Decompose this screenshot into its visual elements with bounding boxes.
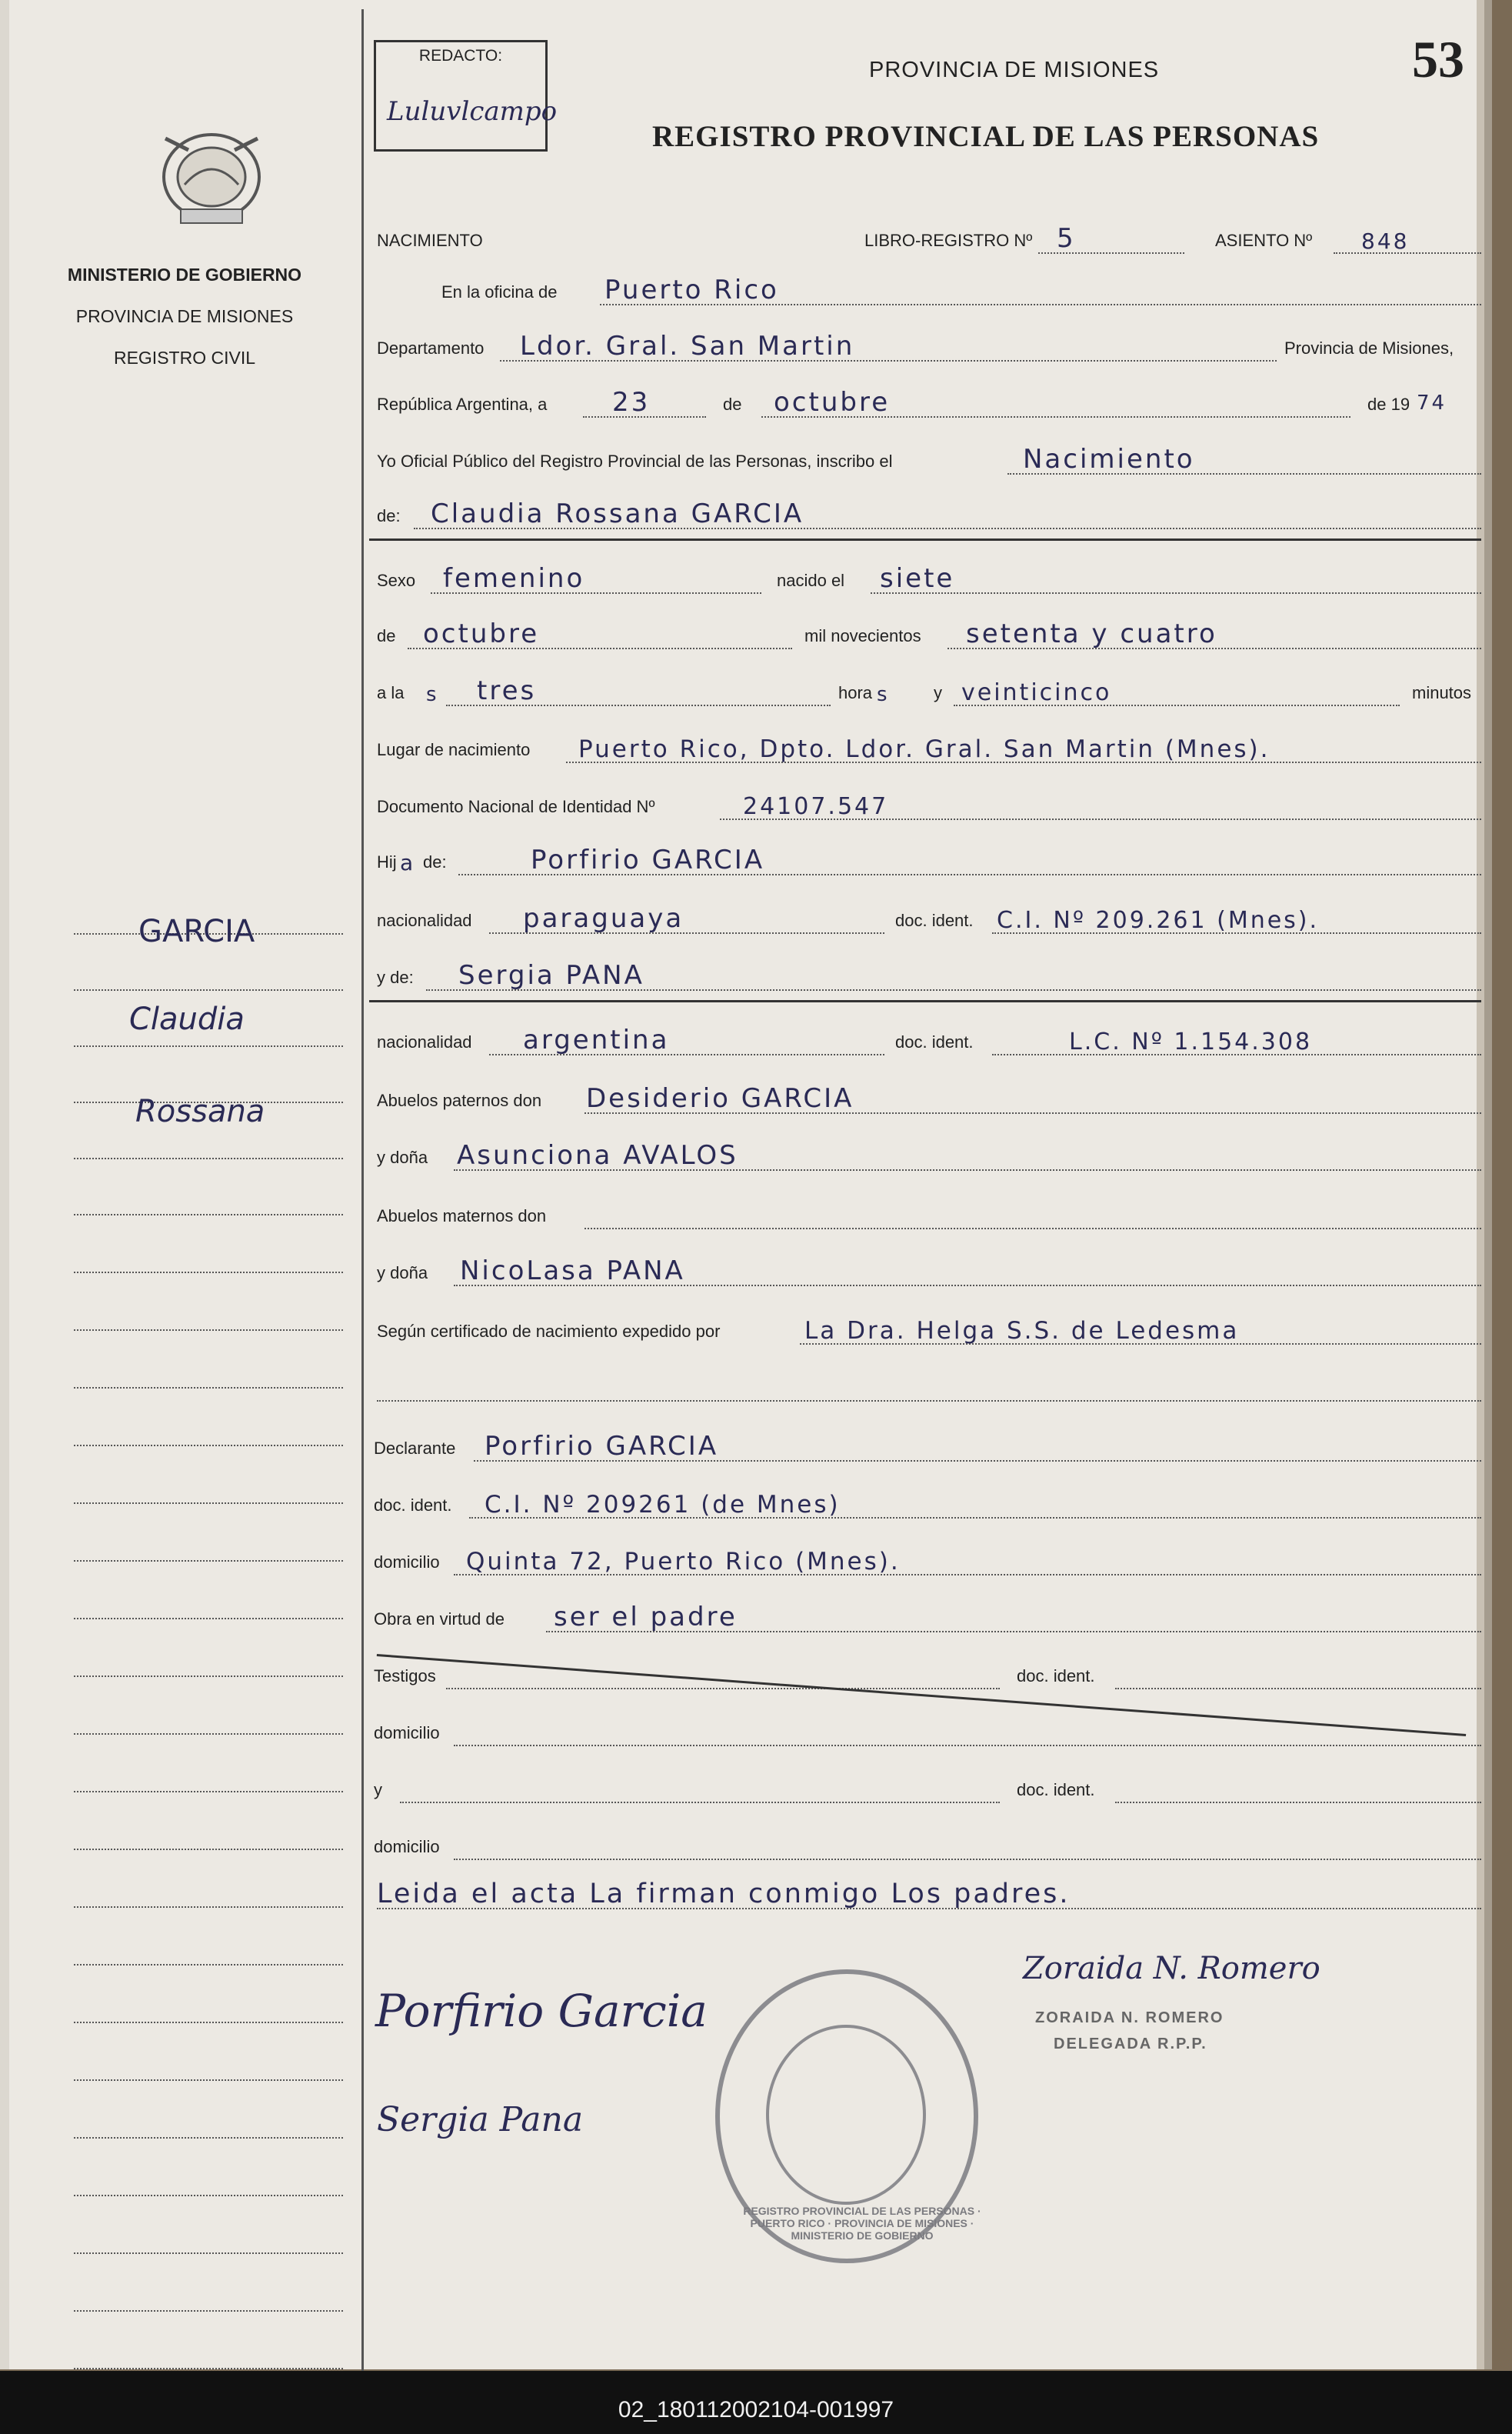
domicilio-value: Quinta 72, Puerto Rico (Mnes). (466, 1548, 901, 1575)
sexo-label: Sexo (377, 571, 416, 590)
leida-value: Leida el acta La firman conmigo Los padres. (377, 1879, 1071, 1909)
row-testigo-2 (374, 1763, 1484, 1809)
left-row (74, 1215, 343, 1273)
left-row (74, 1966, 343, 2023)
obra-label: Obra en virtud de (374, 1609, 505, 1629)
dia-value: 23 (612, 387, 651, 418)
ala-value: s (426, 683, 439, 706)
row-testigos-domicilio (374, 1706, 1484, 1752)
ministry-name: MINISTERIO DE GOBIERNO (67, 265, 302, 285)
oficial-typed-name: ZORAIDA N. ROMERO (1035, 2009, 1224, 2026)
dni-label: Documento Nacional de Identidad Nº (377, 797, 655, 816)
row-nombre (377, 489, 1484, 535)
hijo-suffix: a (400, 850, 416, 875)
left-blank-rows (74, 1215, 343, 2369)
stamp-text: REGISTRO PROVINCIAL DE LAS PERSONAS · PUERTO RICO · PROVINCIA DE MISIONES · MINISTERIO DE GOBIERNO (743, 2205, 981, 2242)
row-abuela-materna (377, 1246, 1484, 1292)
row-domicilio (374, 1535, 1484, 1582)
asiento-label: ASIENTO Nº (1215, 231, 1313, 250)
abuelo-mat-dots (584, 1228, 1481, 1229)
left-row (74, 1331, 343, 1389)
margin-first-name: Claudia (129, 1002, 245, 1037)
left-row (74, 2196, 343, 2254)
libro-value: 5 (1057, 223, 1076, 254)
row-doc-declarante (374, 1479, 1484, 1525)
nacimiento-label: NACIMIENTO (377, 231, 483, 250)
minutos-label: minutos (1412, 683, 1472, 702)
departamento-label: Departamento (377, 338, 485, 358)
hora-value: tres (477, 675, 537, 706)
minutos-value: veinticinco (961, 679, 1112, 706)
redacto-box (374, 40, 558, 152)
row-abuelo-paterno (377, 1074, 1484, 1120)
dona-mat-label: y doña (377, 1263, 428, 1282)
left-row (74, 1273, 343, 1331)
doc-t2-dots (1115, 1802, 1481, 1803)
left-row (74, 1735, 343, 1792)
stamp-inner-ring (766, 2025, 926, 2205)
nacionalidad-madre-label: nacionalidad (377, 1032, 472, 1052)
left-row (74, 1850, 343, 1908)
mes-value: octubre (774, 387, 891, 418)
oficial-value: Nacimiento (1023, 444, 1195, 475)
asiento-value: 848 (1361, 228, 1410, 254)
nac-madre-value: argentina (523, 1025, 670, 1055)
page-number: 53 (1412, 30, 1464, 88)
row-padre (377, 835, 1484, 882)
hijo-label: Hij (377, 852, 397, 872)
domicilio-t2-label: domicilio (374, 1837, 440, 1856)
column-divider (361, 9, 364, 2371)
row-nac-madre (377, 1015, 1484, 1062)
segun-value: La Dra. Helga S.S. de Ledesma (804, 1317, 1240, 1345)
signature-madre: Sergia Pana (377, 2100, 584, 2139)
ministry-province: PROVINCIA DE MISIONES (75, 306, 294, 326)
row-abuela-paterna (377, 1131, 1484, 1177)
left-row (74, 1159, 343, 1215)
nac-padre-value: paraguaya (523, 903, 684, 934)
mes2-value: octubre (423, 619, 540, 649)
row-madre (377, 951, 1484, 997)
left-row (74, 1677, 343, 1735)
official-stamp (715, 1969, 981, 2263)
oficina-value: Puerto Rico (604, 275, 779, 305)
nacido-value: siete (880, 563, 955, 594)
row-obra (374, 1592, 1484, 1639)
ministry-office: REGISTRO CIVIL (113, 348, 256, 368)
lugar-value: Puerto Rico, Dpto. Ldor. Gral. San Martin (Mnes). (578, 735, 1271, 763)
doc-ident-madre-label: doc. ident. (895, 1032, 974, 1052)
de2-label: de (377, 626, 396, 645)
nacido-dots (871, 592, 1481, 594)
hora-label: hora (838, 683, 873, 702)
left-row (74, 2023, 343, 2081)
declarante-label: Declarante (374, 1439, 456, 1458)
ministry-block (31, 254, 338, 378)
madre-value: Sergia PANA (458, 960, 644, 991)
abuela-pat-value: Asunciona AVALOS (457, 1140, 738, 1171)
doc-madre-value: L.C. Nº 1.154.308 (1069, 1029, 1313, 1055)
row-fecha (377, 378, 1484, 424)
republica-label: República Argentina, a (377, 395, 548, 414)
oficina-label: En la oficina de (441, 282, 558, 302)
domicilio-label: domicilio (374, 1552, 440, 1572)
abuelos-mat-label: Abuelos maternos don (377, 1206, 547, 1225)
ala-label: a la (377, 683, 405, 702)
abuelos-pat-label: Abuelos paternos don (377, 1091, 542, 1110)
lugar-label: Lugar de nacimiento (377, 740, 531, 759)
libro-label: LIBRO-REGISTRO Nº (864, 231, 1033, 250)
mil-label: mil novecientos (804, 626, 921, 645)
hijo-de-label: de: (423, 852, 447, 872)
doc-ident-t-label: doc. ident. (1017, 1666, 1095, 1685)
domicilio-t2-dots (454, 1859, 1481, 1860)
doc-decl-value: C.I. Nº 209261 (de Mnes) (485, 1491, 841, 1519)
row-oficina (377, 265, 1484, 312)
left-row (74, 2139, 343, 2196)
left-row (74, 2312, 343, 2369)
domicilio-t-label: domicilio (374, 1723, 440, 1742)
row-testigos (374, 1649, 1484, 1695)
separator-line (369, 1000, 1481, 1002)
hora-suffix: s (877, 683, 890, 706)
row-hora (377, 666, 1484, 712)
row-certificado (377, 1305, 1484, 1351)
left-row (74, 1792, 343, 1850)
nacido-label: nacido el (777, 571, 845, 590)
yde-label: y de: (377, 968, 414, 987)
y-label: y (934, 683, 942, 702)
nombre-value: Claudia Rossana GARCIA (431, 498, 804, 529)
declarante-value: Porfirio GARCIA (485, 1431, 719, 1462)
anio2-value: setenta y cuatro (966, 619, 1217, 649)
row-departamento (377, 322, 1484, 368)
separator-line (369, 538, 1481, 541)
signature-oficial: Zoraida N. Romero (1023, 1951, 1321, 1986)
oficial-role: DELEGADA R.P.P. (1054, 2036, 1207, 2052)
row-nac-padre (377, 894, 1484, 940)
row-abuelo-materno (377, 1189, 1484, 1235)
left-row (74, 1446, 343, 1504)
doc-ident-t2-label: doc. ident. (1017, 1780, 1095, 1799)
doc-decl-label: doc. ident. (374, 1495, 452, 1515)
row-lugar (377, 723, 1484, 769)
abuelo-pat-value: Desiderio GARCIA (586, 1083, 854, 1114)
y-t-label: y (374, 1780, 382, 1799)
left-row (74, 2081, 343, 2139)
dona-pat-label: y doña (377, 1148, 428, 1167)
segun-label: Según certificado de nacimiento expedido por (377, 1322, 721, 1341)
row-declarante (374, 1422, 1484, 1468)
row-testigo-2-domicilio (374, 1820, 1484, 1866)
row-sexo (377, 554, 1484, 600)
y-t-dots (400, 1802, 1000, 1803)
row-oficial (377, 435, 1484, 481)
segun-dots-2 (377, 1400, 1481, 1402)
coat-of-arms-icon (150, 123, 273, 231)
doc-padre-value: C.I. Nº 209.261 (Mnes). (997, 907, 1320, 934)
de-anio-label: de 19 (1367, 395, 1410, 414)
left-row (74, 1562, 343, 1619)
row-libro (377, 214, 1484, 260)
provincia-suffix: Provincia de Misiones, (1284, 338, 1454, 358)
redacto-label: REDACTO: (418, 47, 503, 65)
redacto-signature: Luluvlcampo (387, 96, 558, 127)
row-leida (377, 1869, 1484, 1916)
row-dni (377, 780, 1484, 826)
left-row (74, 1389, 343, 1446)
de-label: de (723, 395, 742, 414)
nacionalidad-padre-label: nacionalidad (377, 911, 472, 930)
testigos-dots (446, 1688, 1000, 1689)
abuela-mat-value: NicoLasa PANA (460, 1255, 685, 1286)
header-title: REGISTRO PROVINCIAL DE LAS PERSONAS (652, 120, 1320, 153)
sexo-value: femenino (443, 563, 585, 594)
nombre-label: de: (377, 506, 401, 525)
header-province: PROVINCIA DE MISIONES (869, 58, 1160, 82)
footer-caption: 02_180112002104-001997 (618, 2397, 894, 2422)
left-row (74, 1619, 343, 1677)
row-certificado-cont (377, 1362, 1484, 1408)
left-row (74, 1908, 343, 1966)
margin-second-name: Rossana (135, 1094, 265, 1129)
departamento-value: Ldor. Gral. San Martin (520, 331, 855, 362)
padre-value: Porfirio GARCIA (531, 845, 765, 875)
domicilio-t-dots (454, 1745, 1481, 1746)
row-nacimiento-fecha (377, 609, 1484, 655)
oficial-label: Yo Oficial Público del Registro Provincial de las Personas, inscribo el (377, 452, 893, 471)
doc-ident-padre-label: doc. ident. (895, 911, 974, 930)
signature-padre: Porfirio Garcia (375, 1985, 708, 2037)
obra-value: ser el padre (554, 1602, 738, 1632)
doc-t-dots (1115, 1688, 1481, 1689)
dni-value: 24107.547 (743, 793, 889, 820)
testigos-label: Testigos (374, 1666, 436, 1685)
left-row (74, 1504, 343, 1562)
anio-value: 74 (1417, 392, 1447, 415)
margin-surname: GARCIA (138, 914, 255, 949)
left-row (74, 2254, 343, 2312)
